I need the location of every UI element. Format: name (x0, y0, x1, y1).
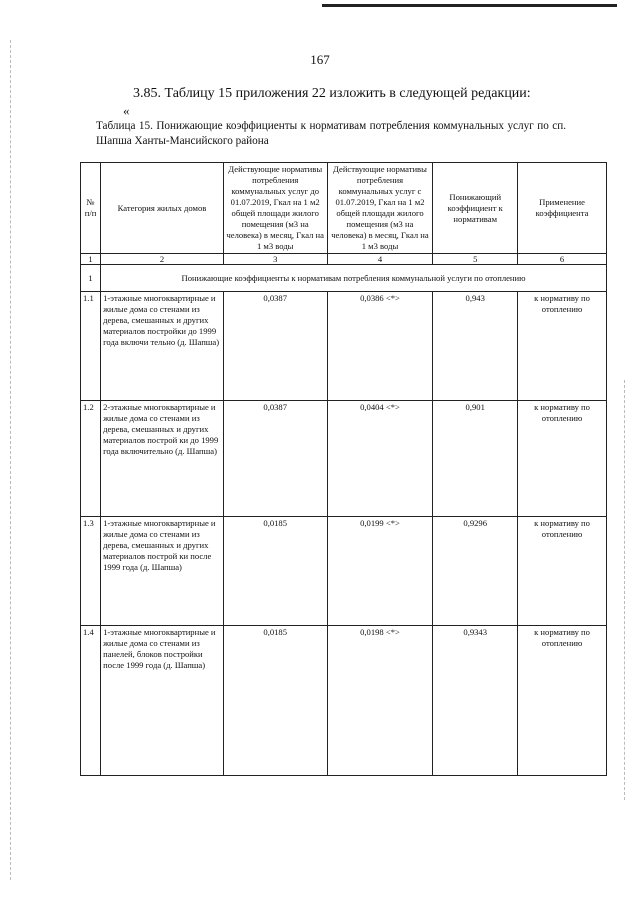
row-number: 1.2 (81, 401, 101, 517)
coefficients-table (80, 162, 607, 776)
header-coefficient: Понижающий коэффициент к нормативам (433, 163, 518, 254)
row-norm-before: 0,0387 (223, 401, 327, 517)
row-application: к нормативу по отоплению (518, 401, 607, 517)
row-norm-after: 0,0199 <*> (327, 517, 433, 626)
table-header-row (81, 163, 607, 254)
header-application: Применение коэффициента (518, 163, 607, 254)
header-num: № п/п (81, 163, 101, 254)
column-number: 6 (518, 254, 607, 265)
table-row (81, 626, 607, 776)
row-coefficient: 0,901 (433, 401, 518, 517)
opening-quote: « (123, 103, 130, 118)
header-norm-before: Действующие нормативы потребления коммунальных услуг до 01.07.2019, Гкал на 1 м2 общей площади жилого помещения (м3 на человека) в месяц, Гкал на 1 м3 воды (223, 163, 327, 254)
table-row (81, 401, 607, 517)
column-numbers-row (81, 254, 607, 265)
row-norm-after: 0,0386 <*> (327, 292, 433, 401)
row-number: 1.4 (81, 626, 101, 776)
column-number: 4 (327, 254, 433, 265)
row-coefficient: 0,943 (433, 292, 518, 401)
row-application: к нормативу по отоплению (518, 292, 607, 401)
row-norm-after: 0,0198 <*> (327, 626, 433, 776)
row-number: 1.3 (81, 517, 101, 626)
row-application: к нормативу по отоплению (518, 517, 607, 626)
column-number: 2 (101, 254, 224, 265)
row-norm-after: 0,0404 <*> (327, 401, 433, 517)
row-norm-before: 0,0185 (223, 626, 327, 776)
row-norm-before: 0,0387 (223, 292, 327, 401)
row-norm-before: 0,0185 (223, 517, 327, 626)
column-number: 3 (223, 254, 327, 265)
row-number: 1.1 (81, 292, 101, 401)
row-category: 2-этажные многоквартирные и жилые дома со стенами из дерева, смешанных и других материалов построй ки до 1999 года включительно (д. Шапша) (101, 401, 224, 517)
section-title: Понижающие коэффициенты к нормативам потребления коммунальной услуги по отоплению (101, 265, 607, 292)
row-category: 1-этажные многоквартирные и жилые дома со стенами из дерева, смешанных и других материалов постройки до 1999 года включи тельно (д. Шапша) (101, 292, 224, 401)
row-application: к нормативу по отоплению (518, 626, 607, 776)
column-number: 1 (81, 254, 101, 265)
scan-edge-right (624, 380, 625, 800)
scan-edge-left (10, 40, 11, 880)
table-caption: Таблица 15. Понижающие коэффициенты к нормативам потребления коммунальных услуг по сп. Шапша Ханты-Мансийского района (96, 120, 566, 147)
row-category: 1-этажные многоквартирные и жилые дома со стенами из панелей, блоков постройки после 1999 года (д. Шапша) (101, 626, 224, 776)
header-category: Категория жилых домов (101, 163, 224, 254)
header-norm-after: Действующие нормативы потребления коммунальных услуг с 01.07.2019, Гкал на 1 м2 общей площади жилого помещения (м3 на человека) в месяц, Гкал на 1 м3 воды (327, 163, 433, 254)
row-coefficient: 0,9343 (433, 626, 518, 776)
section-row (81, 265, 607, 292)
row-category: 1-этажные многоквартирные и жилые дома со стенами из дерева, смешанных и других материалов построй ки после 1999 года (д. Шапша) (101, 517, 224, 626)
table-row (81, 292, 607, 401)
row-coefficient: 0,9296 (433, 517, 518, 626)
column-number: 5 (433, 254, 518, 265)
section-number: 1 (81, 265, 101, 292)
table-row (81, 517, 607, 626)
page-number: 167 (310, 52, 330, 67)
instruction-text: 3.85. Таблицу 15 приложения 22 изложить в следующей редакции: (133, 86, 531, 101)
top-rule (322, 4, 617, 7)
